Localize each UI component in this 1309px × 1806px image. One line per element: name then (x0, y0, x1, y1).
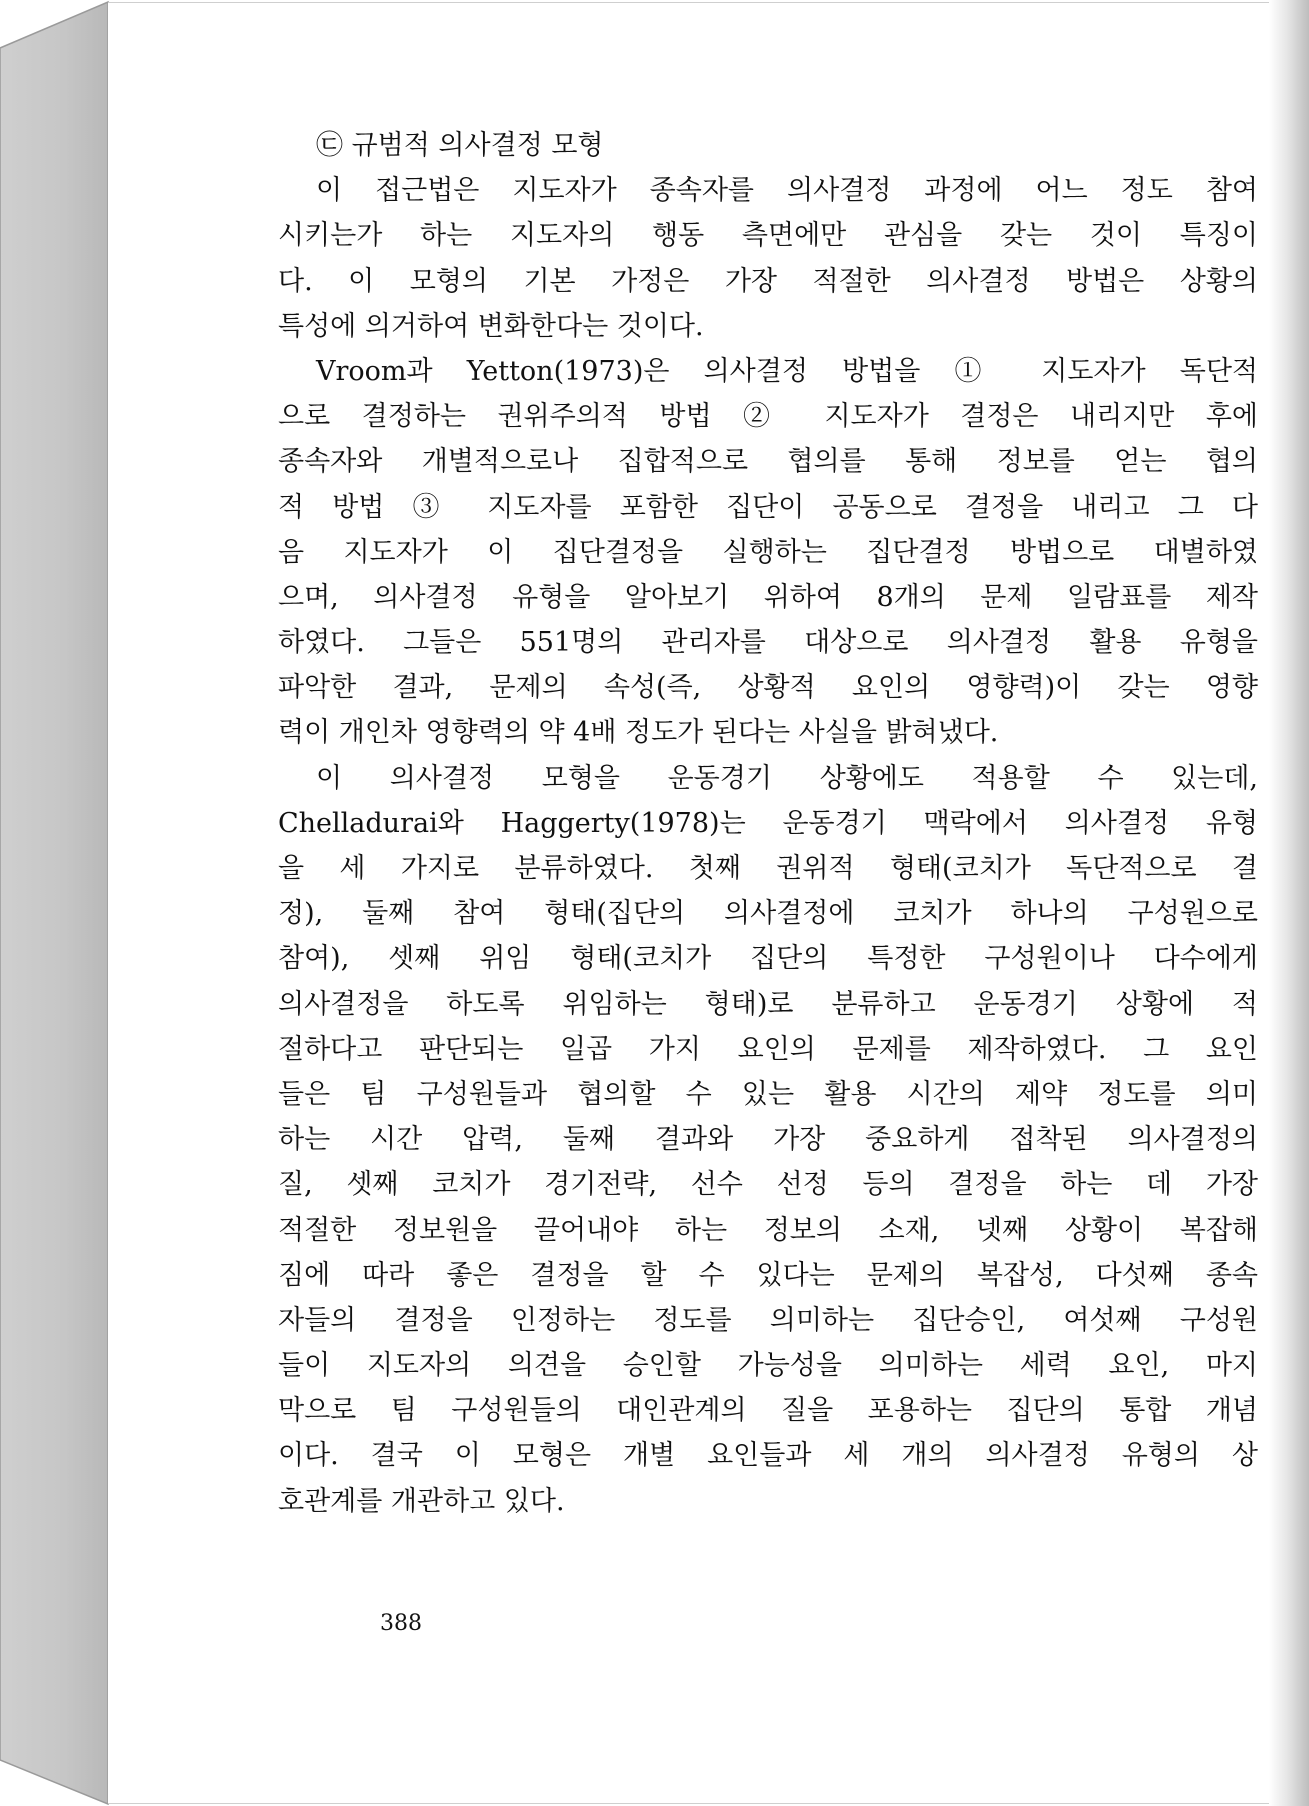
text-line: 하는 시간 압력, 둘째 결과와 가장 중요하게 접착된 의사결정의 (278, 1124, 1258, 1156)
book-spine (0, 0, 112, 1806)
text-line: 종속자와 개별적으로나 집합적으로 협의를 통해 정보를 얻는 협의 (278, 446, 1258, 478)
text-line: 자들의 결정을 인정하는 정도를 의미하는 집단승인, 여섯째 구성원 (278, 1304, 1258, 1336)
text-line: 절하다고 판단되는 일곱 가지 요인의 문제를 제작하였다. 그 요인 (278, 1033, 1258, 1065)
text-line: 이 접근법은 지도자가 종속자를 의사결정 과정에 어느 정도 참여 (316, 175, 1258, 207)
text-line: 막으로 팀 구성원들의 대인관계의 질을 포용하는 집단의 통합 개념 (278, 1395, 1258, 1427)
page-number: 388 (380, 1611, 422, 1636)
text-line: 음 지도자가 이 집단결정을 실행하는 집단결정 방법으로 대별하였 (278, 536, 1258, 568)
text-line: 다. 이 모형의 기본 가정은 가장 적절한 의사결정 방법은 상황의 (278, 265, 1258, 297)
text-line: 정), 둘째 참여 형태(집단의 의사결정에 코치가 하나의 구성원으로 (278, 898, 1258, 930)
text-line: 시키는가 하는 지도자의 행동 측면에만 관심을 갖는 것이 특징이 (278, 220, 1258, 252)
text-line: 적절한 정보원을 끌어내야 하는 정보의 소재, 넷째 상황이 복잡해 (278, 1214, 1258, 1246)
text-line: 을 세 가지로 분류하였다. 첫째 권위적 형태(코치가 독단적으로 결 (278, 853, 1258, 884)
text-line: Vroom과 Yetton(1973)은 의사결정 방법을 ① 지도자가 독단적 (316, 355, 1258, 387)
text-line: 참여), 셋째 위임 형태(코치가 집단의 특정한 구성원이나 다수에게 (278, 943, 1258, 975)
section-heading: ㉢ 규범적 의사결정 모형 (316, 130, 604, 161)
page-edge-shadow (1269, 0, 1309, 1806)
text-line: 이 의사결정 모형을 운동경기 상황에도 적용할 수 있는데, (316, 762, 1258, 794)
text-line: 짐에 따라 좋은 결정을 할 수 있다는 문제의 복잡성, 다섯째 종속 (278, 1259, 1258, 1291)
text-line: 호관계를 개관하고 있다. (278, 1485, 565, 1517)
text-line: 이다. 결국 이 모형은 개별 요인들과 세 개의 의사결정 유형의 상 (278, 1440, 1258, 1472)
book-page (108, 2, 1278, 1804)
text-line: 으며, 의사결정 유형을 알아보기 위하여 8개의 문제 일람표를 제작 (278, 581, 1258, 613)
page-text (278, 123, 1258, 1524)
text-line: 특성에 의거하여 변화한다는 것이다. (278, 310, 704, 342)
text-line: Chelladurai와 Haggerty(1978)는 운동경기 맥락에서 의사결정 유형 (278, 807, 1258, 839)
text-line: 의사결정을 하도록 위임하는 형태)로 분류하고 운동경기 상황에 적 (278, 988, 1258, 1020)
text-line: 적 방법 ③ 지도자를 포함한 집단이 공동으로 결정을 내리고 그 다 (278, 491, 1258, 523)
text-line: 들은 팀 구성원들과 협의할 수 있는 활용 시간의 제약 정도를 의미 (278, 1078, 1258, 1110)
text-line: 력이 개인차 영향력의 약 4배 정도가 된다는 사실을 밝혀냈다. (278, 717, 999, 749)
book-spine-shape (0, 0, 112, 1806)
text-line: 으로 결정하는 권위주의적 방법 ② 지도자가 결정은 내리지만 후에 (278, 401, 1258, 433)
text-line: 파악한 결과, 문제의 속성(즉, 상황적 요인의 영향력)이 갖는 영향 (278, 672, 1258, 704)
text-line: 하였다. 그들은 551명의 관리자를 대상으로 의사결정 활용 유형을 (278, 627, 1258, 659)
text-line: 질, 셋째 코치가 경기전략, 선수 선정 등의 결정을 하는 데 가장 (278, 1169, 1258, 1201)
text-line: 들이 지도자의 의견을 승인할 가능성을 의미하는 세력 요인, 마지 (278, 1350, 1258, 1382)
